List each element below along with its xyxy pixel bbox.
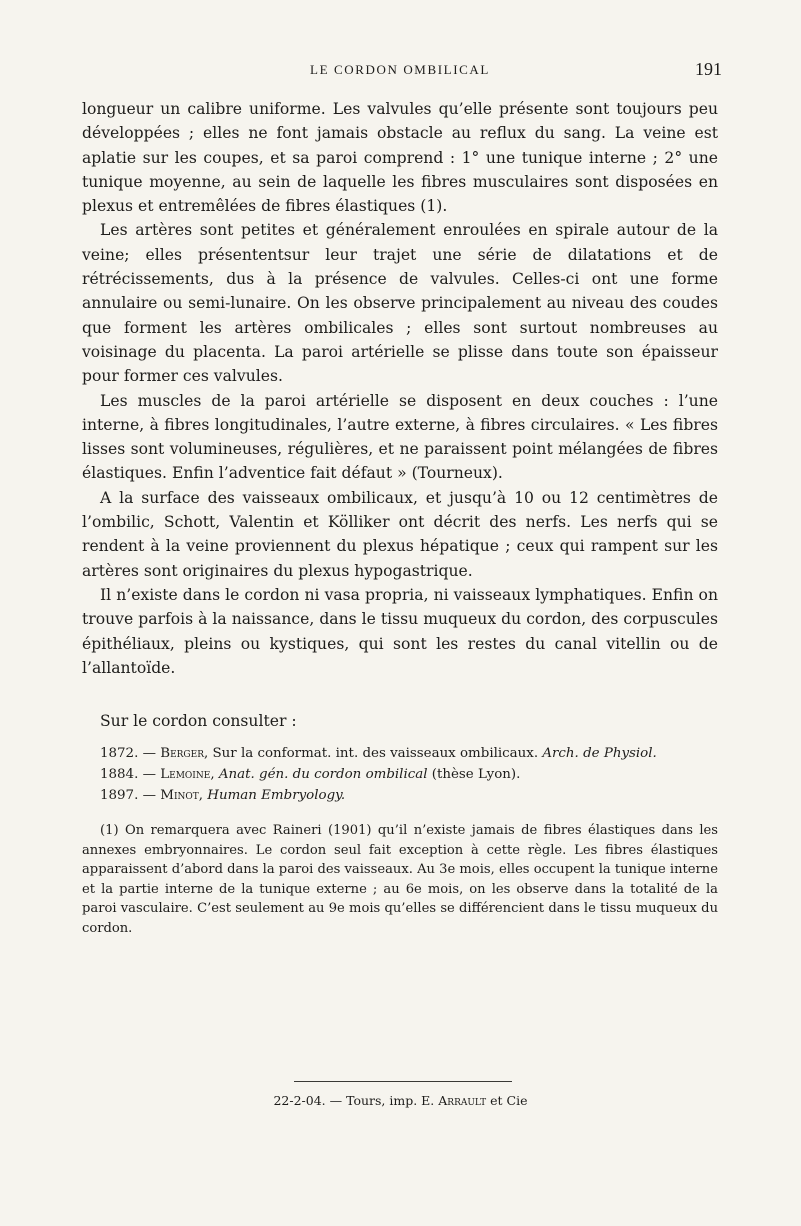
ref-author: Lemoine: [160, 767, 211, 782]
imprint-prefix: 22-2-04. — Tours, imp. E.: [273, 1093, 439, 1108]
ref-author: Minot: [160, 788, 199, 803]
imprint-suffix: et Cie: [486, 1093, 528, 1108]
ref-title: ,: [210, 767, 219, 782]
ref-title: , Sur la conformat. int. des vaisseaux ombilicaux.: [203, 746, 543, 761]
paragraph: Il n’existe dans le cordon ni vasa propria, ni vaisseaux lymphatiques. Enfin on trouve parfois à la naissance, dans le tissu muqueux du cordon, des corpuscules épithéliaux, pleins ou kystiques, qui sont les restes du canal vitellin ou de l’allantoïde.: [82, 585, 718, 677]
ref-year: 1897.: [100, 788, 139, 803]
bibliography-list: [100, 743, 720, 806]
ref-separator: —: [138, 746, 161, 761]
paragraph: A la surface des vaisseaux ombilicaux, et jusqu’à 10 ou 12 centimètres de l’ombilic, Schott, Valentin et Kölliker ont décrit des nerfs. Les nerfs qui se rendent à la veine proviennent du plexus hépatique ; ceux qui rampent sur les artères sont originaires du plexus hypogastrique.: [82, 488, 718, 580]
paragraph: Les muscles de la paroi artérielle se disposent en deux couches : l’une interne, à fibres longitudinales, l’autre externe, à fibres circulaires. « Les fibres lisses sont volumineuses, régulières, et ne paraissent point mélangées de fibres élastiques. Enfin l’adventice fait défaut » (Tourneux).: [82, 391, 718, 483]
footnote: [82, 821, 718, 939]
ref-separator: —: [138, 788, 161, 803]
ref-work: Human Embryology.: [207, 788, 346, 803]
bibliography-item: [100, 785, 720, 806]
ref-journal: Arch. de Physiol.: [542, 746, 657, 761]
ref-year: 1872.: [100, 746, 139, 761]
running-title: LE CORDON OMBILICAL: [310, 62, 490, 77]
page-header: [80, 59, 722, 86]
ref-work: Anat. gén. du cordon ombilical: [218, 767, 428, 782]
paragraph: Les artères sont petites et généralement enroulées en spirale autour de la veine; elles présententsur leur trajet une série de dilatations et de rétrécissements, dus à la présence de valvules. Celles-ci ont une forme annulaire ou semi-lunaire. On les observe principalement au niveau des coudes que forment les artères ombilicales ; elles sont surtout nombreuses au voisinage du placenta. La paroi artérielle se plisse dans toute son épaisseur pour former ces valvules.: [82, 221, 718, 386]
bibliography-heading: Sur le cordon consulter :: [100, 712, 297, 730]
paragraph: longueur un calibre uniforme. Les valvules qu’elle présente sont toujours peu développées ; elles ne font jamais obstacle au reflux du sang. La veine est aplatie sur les coupes, et sa paroi comprend : 1° une tunique interne ; 2° une tunique moyenne, au sein de laquelle les fibres musculaires sont disposées en plexus et entremêlées de fibres élastiques (1).: [82, 100, 718, 216]
printer-imprint: [0, 1093, 801, 1108]
ref-note: (thèse Lyon).: [427, 767, 521, 782]
body-text: [82, 97, 718, 680]
page-number: 191: [695, 59, 722, 79]
imprint-printer: Arrault: [438, 1093, 487, 1108]
ref-year: 1884.: [100, 767, 139, 782]
footnote-text: (1) On remarquera avec Raineri (1901) qu’il n’existe jamais de fibres élastiques dans les annexes embryonnaires. Le cordon seul fait exception à cette règle. Les fibres élastiques apparaissent d’abord dans la paroi des vaisseaux. Au 3e mois, elles occupent la tunique interne et la partie interne de la tunique externe ; au 6e mois, on les observe dans la totalité de la paroi vasculaire. C’est seulement au 9e mois qu’elles se différencient dans le tissu muqueux du cordon.: [82, 823, 718, 936]
ref-title: ,: [198, 788, 208, 803]
bibliography-item: [100, 743, 720, 764]
ref-separator: —: [138, 767, 161, 782]
footer-rule: [294, 1081, 512, 1082]
bibliography-item: [100, 764, 720, 785]
ref-author: Berger: [160, 746, 204, 761]
